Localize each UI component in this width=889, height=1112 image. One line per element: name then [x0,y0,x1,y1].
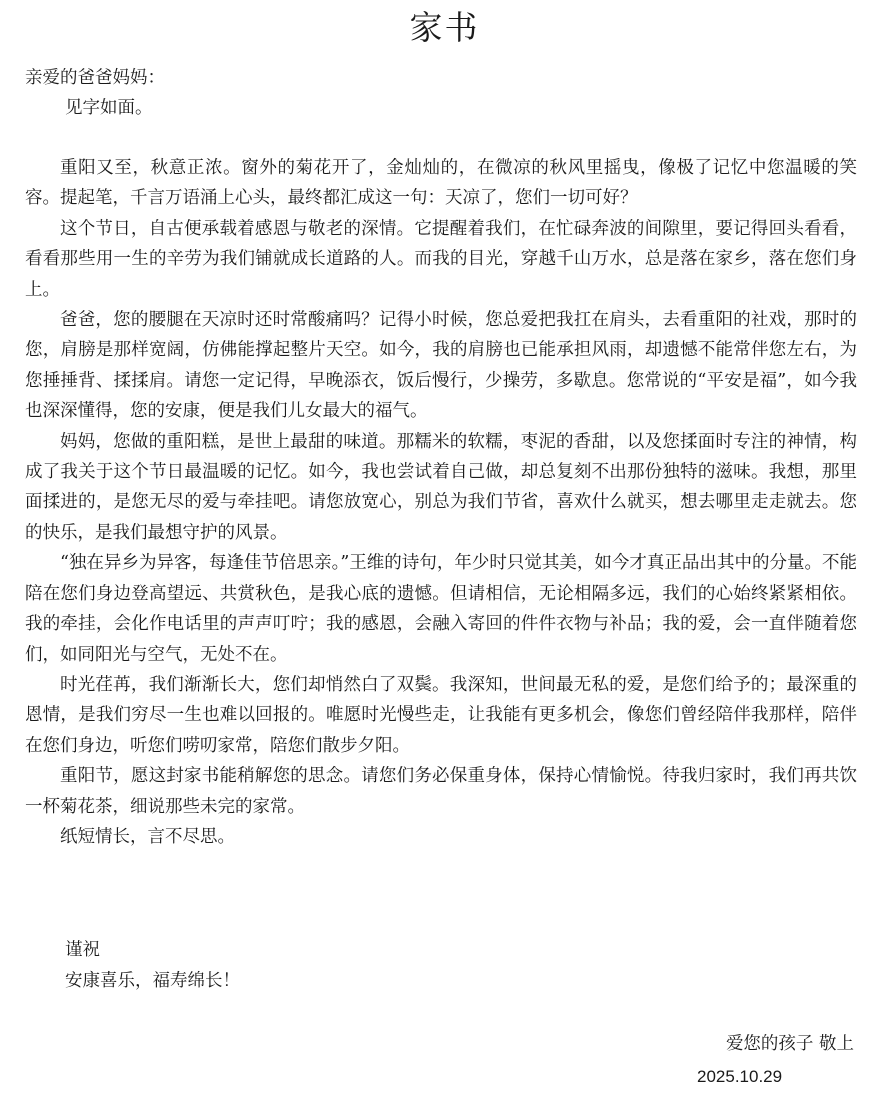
body-paragraph: 重阳节，愿这封家书能稍解您的思念。请您们务必保重身体，保持心情愉悦。待我归家时，我们再共饮一杯菊花茶，细说那些未完的家常。 [25,766,857,817]
letter-body [25,153,857,852]
body-paragraph: 时光荏苒，我们渐渐长大，您们却悄然白了双鬓。我深知，世间最无私的爱，是您们给予的；最深重的恩情，是我们穷尽一生也难以回报的。唯愿时光慢些走，让我能有更多机会，像您们曾经陪伴我那样，陪伴在您们身边，听您们唠叨家常，陪您们散步夕阳。 [25,674,857,756]
body-paragraph: 重阳又至，秋意正浓。窗外的菊花开了，金灿灿的，在微凉的秋风里摇曳，像极了记忆中您温暖的笑容。提起笔，千言万语涌上心头，最终都汇成这一句：天凉了，您们一切可好？ [25,158,857,209]
letter-opening: 见字如面。 [65,98,153,118]
body-paragraph: 这个节日，自古便承载着感恩与敬老的深情。它提醒着我们，在忙碌奔波的间隙里，要记得回头看看，看看那些用一生的辛劳为我们铺就成长道路的人。而我的目光，穿越千山万水，总是落在家乡，落在您们身上。 [25,218,857,300]
letter-signature: 爱您的孩子 敬上 [725,1034,854,1054]
body-paragraph: 妈妈，您做的重阳糕，是世上最甜的味道。那糯米的软糯，枣泥的香甜，以及您揉面时专注的神情，构成了我关于这个节日最温暖的记忆。如今，我也尝试着自己做，却总复刻不出那份独特的滋味。我想，那里面揉进的，是您无尽的爱与牵挂吧。请您放宽心，别总为我们节省，喜欢什么就买，想去哪里走走就去。您的快乐，是我们最想守护的风景。 [25,431,857,543]
closing-blessing: 安康喜乐，福寿绵长！ [65,971,240,991]
letter-greeting: 亲爱的爸爸妈妈： [25,68,165,88]
letter-date: 2025.10.29 [697,1067,783,1086]
closing-salutation: 谨祝 [65,940,100,960]
body-paragraph: 纸短情长，言不尽思。 [60,826,235,847]
body-paragraph: “独在异乡为异客，每逢佳节倍思亲。”王维的诗句，年少时只觉其美，如今才真正品出其中的分量。不能陪在您们身边登高望远、共赏秋色，是我心底的遗憾。但请相信，无论相隔多远，我们的心始终紧紧相依。我的牵挂，会化作电话里的声声叮咛；我的感恩，会融入寄回的件件衣物与补品；我的爱，会一直伴随着您们，如同阳光与空气，无处不在。 [25,553,857,665]
body-paragraph: 爸爸，您的腰腿在天凉时还时常酸痛吗？记得小时候，您总爱把我扛在肩头，去看重阳的社戏，那时的您，肩膀是那样宽阔，仿佛能撑起整片天空。如今，我的肩膀也已能承担风雨，却遗憾不能常伴您左右，为您捶捶背、揉揉肩。请您一定记得，早晚添衣，饭后慢行，少操劳，多歇息。您常说的“平安是福”，如今我也深深懂得，您的安康，便是我们儿女最大的福气。 [25,310,857,422]
letter-title: 家书 [409,8,480,47]
